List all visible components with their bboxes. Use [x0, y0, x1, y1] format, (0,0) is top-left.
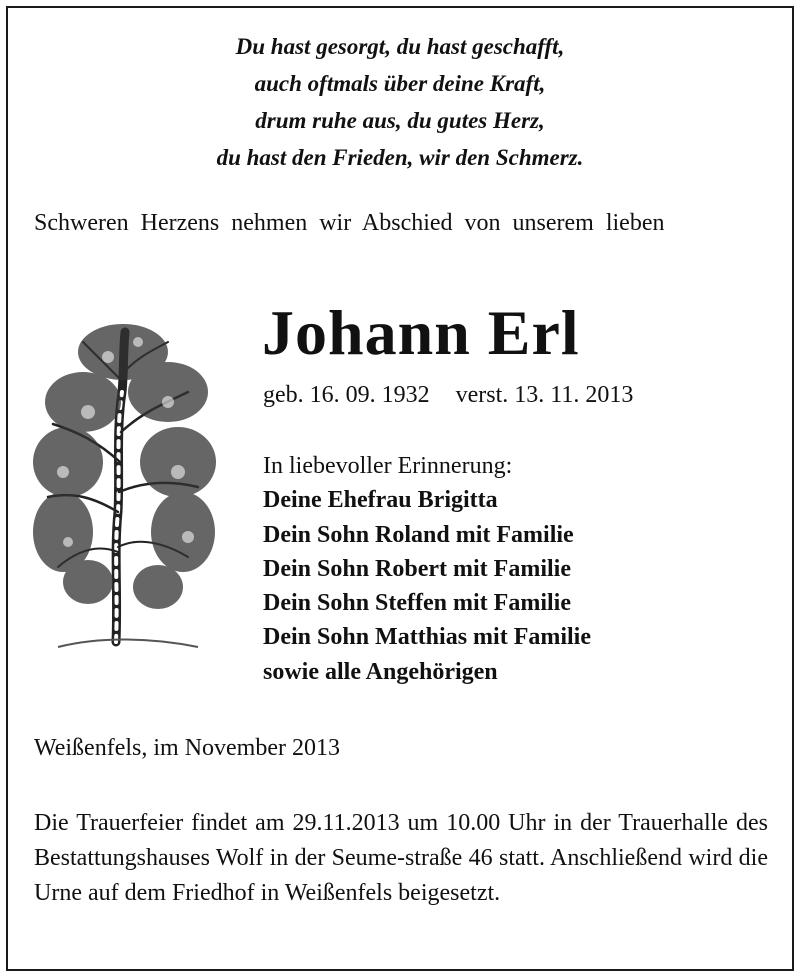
poem-line: auch oftmals über deine Kraft,: [254, 71, 546, 96]
poem: [0, 28, 800, 176]
family-member: Dein Sohn Roland mit Familie: [263, 521, 574, 548]
place-date: Weißenfels, im November 2013: [34, 735, 340, 761]
funeral-service-text: Die Trauerfeier findet am 29.11.2013 um 10.00 Uhr in der Trauerhalle des Bestattungshauses Wolf in der Seume-straße 46 statt. Anschließend wird die Urne auf dem Friedhof in Weißenfels beigesetzt.: [34, 810, 768, 906]
family-list: [263, 449, 591, 689]
family-member: Dein Sohn Matthias mit Familie: [263, 624, 591, 651]
intro-text: Schweren Herzens nehmen wir Abschied von unserem lieben: [34, 210, 665, 236]
birth-date: geb. 16. 09. 1932: [263, 382, 430, 408]
death-date: verst. 13. 11. 2013: [455, 382, 634, 408]
family-member: Dein Sohn Robert mit Familie: [263, 555, 571, 582]
poem-line: drum ruhe aus, du gutes Herz,: [255, 108, 545, 133]
family-lead: In liebevoller Erinnerung:: [263, 453, 513, 479]
deceased-name: Johann Erl: [262, 297, 580, 368]
family-member: Deine Ehefrau Brigitta: [263, 487, 498, 514]
family-member: sowie alle Angehörigen: [263, 658, 498, 685]
birch-tree-icon: [28, 312, 218, 662]
family-member: Dein Sohn Steffen mit Familie: [263, 590, 571, 617]
poem-line: Du hast gesorgt, du hast geschafft,: [235, 34, 565, 59]
life-dates: [263, 380, 633, 410]
poem-line: du hast den Frieden, wir den Schmerz.: [216, 145, 584, 170]
